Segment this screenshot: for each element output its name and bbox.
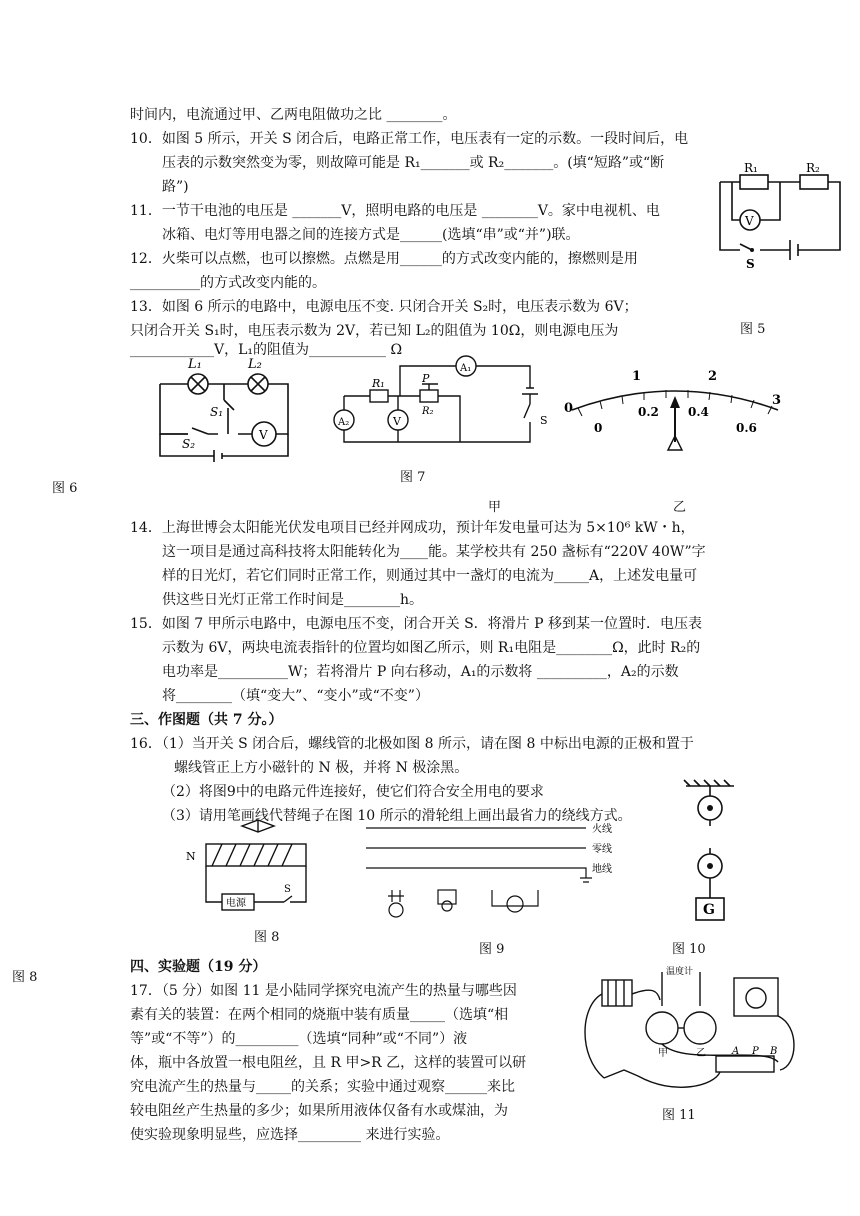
fire-wire-label: 火线: [592, 824, 612, 835]
ammeter-dial: [560, 360, 790, 460]
figure-5-caption: 图 5: [740, 322, 766, 337]
text-line: （2）将图9中的电路元件连接好，使它们符合安全用电的要求: [162, 784, 544, 800]
ground-wire-label: 地线: [592, 864, 612, 875]
voltmeter-label: V: [393, 415, 401, 428]
rheostat-a-label: A: [732, 1046, 740, 1057]
thermometer-label: 温度计: [666, 967, 694, 977]
text-line: 时间内，电流通过甲、乙两电阻做功之比 ________。: [130, 107, 457, 123]
figure-10-caption: 图 10: [672, 942, 706, 957]
text-line: 这一项目是通过高科技将太阳能转化为____能。某学校共有 250 盏标有“220V 40W”字: [162, 544, 706, 560]
figure-6-caption: 图 6: [52, 481, 78, 496]
meter-top-3: 3: [772, 393, 782, 408]
switch-label: S: [746, 257, 755, 271]
text-line: 电功率是__________W；若将滑片 P 向右移动，A₁的示数将 __________，A₂的示数: [162, 664, 679, 680]
r1-label: R₁: [372, 377, 385, 390]
text-line: 路”): [162, 179, 189, 195]
rheostat-b-label: B: [770, 1046, 778, 1057]
question-15: 15．如图 7 甲所示电路中，电源电压不变，闭合开关 S．将滑片 P 移到某一位置时．电压表: [130, 616, 702, 632]
question-13: 13．如图 6 所示的电路中，电源电压不变. 只闭合开关 S₂时，电压表示数为 6V；: [130, 299, 638, 315]
meter-top-0: 0: [564, 401, 574, 416]
text-line: （3）请用笔画线代替绳子在图 10 所示的滑轮组上画出最省力的绕线方式。: [162, 808, 632, 824]
figure-8-solenoid: [180, 818, 340, 924]
r2-label: R₂: [422, 406, 434, 417]
power-source-label: 电源: [226, 898, 246, 909]
figure-7-circuit: [330, 352, 550, 460]
voltmeter-label: V: [259, 428, 268, 442]
text-line: ____________V，L₁的阻值为___________ Ω: [130, 342, 403, 358]
figure-8-caption: 图 8: [254, 930, 280, 945]
p-label: P: [422, 372, 430, 385]
figure-9-wiring: [360, 822, 640, 922]
a1-label: A₁: [460, 363, 472, 374]
text-line: 只闭合开关 S₁时，电压表示数为 2V，若已知 L₂的阻值为 10Ω，则电源电压为: [130, 323, 619, 339]
question-16: 16．（1）当开关 S 闭合后，螺线管的北极如图 8 所示，请在图 8 中标出电源的正极和置于: [130, 736, 694, 752]
flask-yi-label: 乙: [696, 1048, 706, 1059]
l2-label: L₂: [248, 357, 262, 372]
figure-9-caption: 图 9: [479, 942, 505, 957]
text-line: 样的日光灯，若它们同时正常工作，则通过其中一盏灯的电流为_____A，上述发电量可: [162, 568, 698, 584]
figure-11-caption: 图 11: [662, 1108, 696, 1123]
r2-label: R₂: [806, 161, 820, 175]
rheostat-p-label: P: [752, 1046, 759, 1057]
meter-bottom-0-2: 0.2: [638, 405, 659, 419]
figure-7-caption: 图 7: [400, 470, 426, 485]
figure-8-margin-caption: 图 8: [12, 970, 38, 985]
neutral-wire-label: 零线: [592, 844, 612, 855]
meter-bottom-0: 0: [594, 421, 603, 435]
s1-label: S₁: [210, 405, 224, 419]
meter-bottom-0-6: 0.6: [736, 421, 757, 435]
figure-7-yi-caption: 乙: [673, 500, 687, 515]
text-line: 究电流产生的热量与_____的关系；实验中通过观察______来比: [130, 1079, 515, 1095]
r1-label: R₁: [744, 161, 758, 175]
question-11: 11．一节干电池的电压是 _______V，照明电路的电压是 ________V。家中电视机、电: [130, 203, 660, 219]
figure-5-circuit: [710, 160, 850, 280]
switch-label: S: [540, 414, 548, 427]
north-pole-label: N: [186, 850, 196, 863]
question-12: 12．火柴可以点燃，也可以擦燃。点燃是用______的方式改变内能的，擦燃则是用: [130, 251, 638, 267]
figure-7-jia-caption: 甲: [488, 500, 502, 515]
text-line: 供这些日光灯正常工作时间是________h。: [162, 592, 424, 608]
a2-label: A₂: [338, 417, 350, 428]
figure-11-apparatus: [574, 966, 804, 1100]
text-line: 素有关的装置：在两个相同的烧瓶中装有质量_____（选填“相: [130, 1007, 509, 1023]
meter-top-2: 2: [708, 369, 718, 384]
text-line: 体，瓶中各放置一根电阻丝，且 R 甲>R 乙，这样的装置可以研: [130, 1055, 527, 1071]
voltmeter-label: V: [745, 214, 754, 228]
text-line: 将________（填“变大”、“变小”或“不变”）: [162, 688, 429, 704]
text-line: 螺线管正上方小磁针的 N 极，并将 N 极涂黑。: [174, 760, 469, 776]
text-line: 压表的示数突然变为零，则故障可能是 R₁_______或 R₂_______。(填“短路”或“断: [162, 155, 665, 171]
text-line: 冰箱、电灯等用电器之间的连接方式是______(选填“串”或“并”)联。: [162, 227, 580, 243]
text-line: 等”或“不等”）的_________（选填“同种”或“不同”）液: [130, 1031, 468, 1047]
switch-label: S: [284, 884, 291, 895]
flask-jia-label: 甲: [658, 1048, 668, 1059]
figure-6-circuit: [148, 356, 298, 466]
text-line: __________的方式改变内能的。: [130, 275, 326, 291]
text-line: 使实验现象明显些，应选择_________ 来进行实验。: [130, 1127, 450, 1143]
s2-label: S₂: [182, 437, 196, 451]
section-heading-4: 四、实验题（19 分）: [130, 959, 267, 975]
figure-10-pulley: [680, 778, 740, 928]
question-10: 10．如图 5 所示，开关 S 闭合后，电路正常工作，电压表有一定的示数。一段时间后，电: [130, 131, 689, 147]
text-line: 较电阻丝产生热量的多少；如果所用液体仅备有水或煤油，为: [130, 1103, 508, 1119]
section-heading-3: 三、作图题（共 7 分。）: [130, 712, 283, 728]
question-14: 14．上海世博会太阳能光伏发电项目已经并网成功，预计年发电量可达为 5×10⁶ kW・h，: [130, 520, 695, 536]
meter-top-1: 1: [632, 369, 642, 384]
l1-label: L₁: [188, 357, 202, 372]
meter-bottom-0-4: 0.4: [688, 405, 709, 419]
text-line: 示数为 6V，两块电流表指针的位置均如图乙所示，则 R₁电阻是________Ω，此时 R₂的: [162, 640, 701, 656]
weight-label: G: [703, 902, 715, 918]
question-17: 17．（5 分）如图 11 是小陆同学探究电流产生的热量与哪些因: [130, 983, 517, 999]
